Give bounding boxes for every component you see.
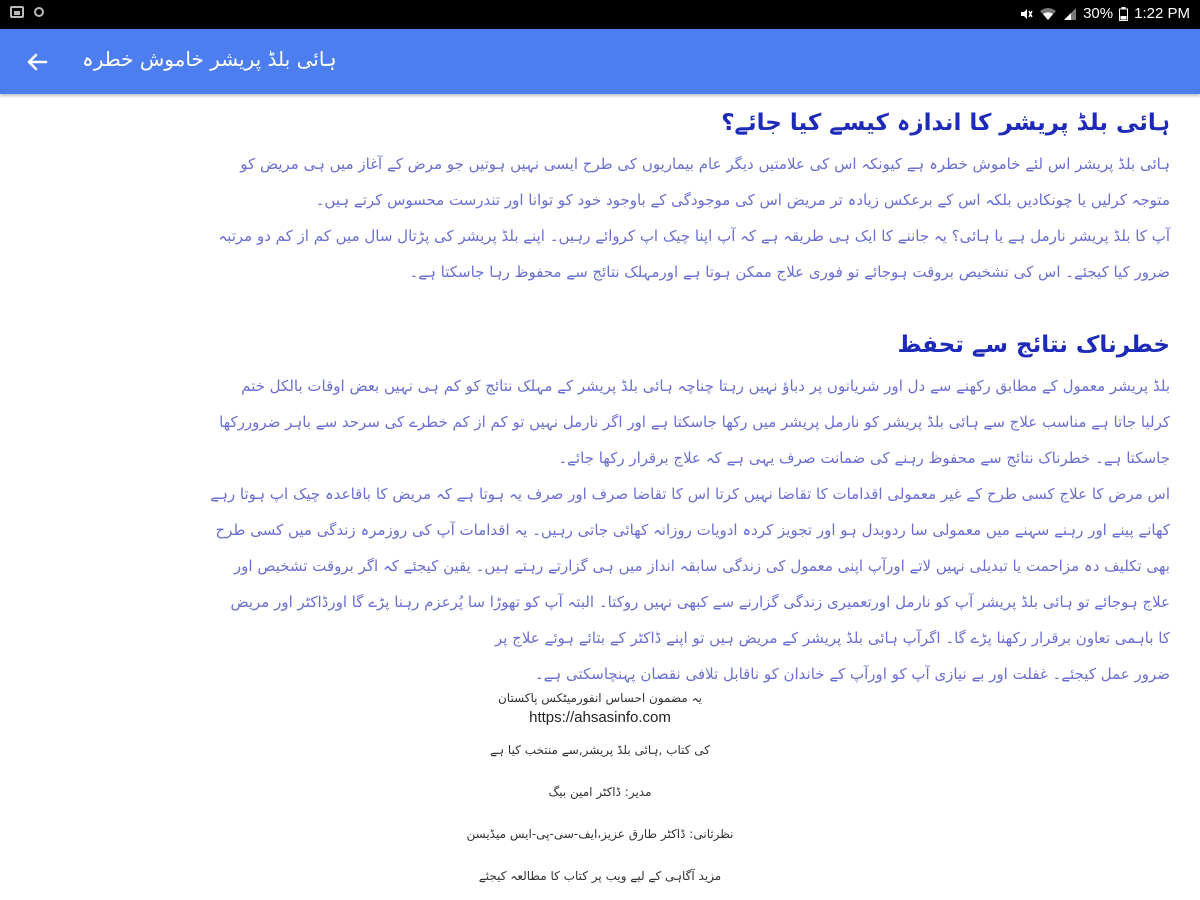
mute-icon	[1019, 7, 1033, 21]
gallery-notification-icon	[10, 6, 24, 18]
paragraph-line: کھانے پینے اور رہنے سہنے میں معمولی سا ردوبدل ہو اور تجویز کردہ ادویات روزانہ کھائی جاتی رہیں۔ یہ اقدامات آپ کی روزمرہ زندگی میں کسی طرح	[215, 521, 1170, 539]
paragraph-line: ضرور کیا کیجئے۔ اس کی تشخیص بروقت ہوجائے تو فوری علاج ممکن ہوتا ہے اورمہلک نتائج سے محفوظ رہا جاسکتا ہے۔	[409, 263, 1170, 281]
arrow-left-icon	[26, 51, 48, 73]
signal-icon	[1063, 7, 1077, 21]
credit-book: کی کتاب ,ہائی بلڈ پریشر,سے منتخب کیا ہے	[490, 743, 710, 757]
paragraph-line: جاسکتا ہے۔ خطرناک نتائج سے محفوظ رہنے کی ضمانت صرف یہی ہے کہ علاج برقرار رکھا جائے۔	[558, 449, 1170, 467]
paragraph-line: بلڈ پریشر معمول کے مطابق رکھنے سے دل اور شریانوں پر دباؤ نہیں رہتا چناچہ ہائی بلڈ پریشر کے مہلک نتائج کو کم ہی نہیں بعض اوقات بالکل ختم	[241, 377, 1170, 395]
back-button[interactable]	[20, 45, 54, 79]
section-spacer	[30, 290, 1170, 322]
paragraph-line: متوجہ کرلیں یا چونکادیں بلکہ اس کے برعکس زیادہ تر مریض اس کی موجودگی کے باوجود خود کو توانا اور تندرست محسوس کرتے ہیں۔	[315, 191, 1170, 209]
credits-block	[30, 688, 1170, 886]
app-bar	[0, 29, 1200, 94]
credit-source: یہ مضمون احساس انفورمیٹکس پاکستان	[497, 691, 702, 705]
paragraph-line: بھی تکلیف دہ مزاحمت یا تبدیلی نہیں لاتے اورآپ اپنی معمول کی زندگی سابقہ انداز میں ہی گزارتے رہتے ہیں۔ یقین کیجئے کہ اگر بروقت تشخیص اور	[233, 557, 1170, 575]
page-title: ہائی بلڈ پریشر خاموش خطرہ	[82, 47, 337, 71]
credit-reviewer: نظرثانی: ڈاکٹر طارق عزیز،ایف-سی-پی-ایس میڈیسن	[466, 827, 734, 841]
battery-percent: 30%	[1083, 5, 1114, 22]
source-link[interactable]: https://ahsasinfo.com	[529, 709, 671, 726]
article-content	[30, 100, 1170, 692]
credit-editor: مدیر: ڈاکٹر امین بیگ	[548, 785, 652, 799]
section-heading-protection: خطرناک نتائج سے تحفظ	[897, 332, 1170, 358]
credit-more-info: مزید آگاہی کے لیے ویب پر کتاب کا مطالعہ کیجئے	[478, 869, 722, 883]
paragraph-line: آپ کا بلڈ پریشر نارمل ہے یا ہائی؟ یہ جاننے کا ایک ہی طریقہ ہے کہ آپ اپنا چیک اپ کروائے رہیں۔ اپنے بلڈ پریشر کی پڑتال سال میں کم از کم دو مرتبہ	[218, 227, 1170, 245]
status-indicators	[1019, 5, 1190, 22]
paragraph-line: ضرور عمل کیجئے۔ غفلت اور بے نیازی آپ کو اورآپ کے خاندان کو ناقابل تلافی نقصان پہنچاسکتی ہے۔	[534, 665, 1170, 683]
paragraph-line: ہائی بلڈ پریشر اس لئے خاموش خطرہ ہے کیونکہ اس کی علامتیں دیگر عام بیماریوں کی طرح ایسی نہیں ہوتیں جو مرض کے آغاز میں ہی مریض کو	[240, 155, 1170, 173]
paragraph-line: اس مرض کا علاج کسی طرح کے غیر معمولی اقدامات کا تقاضا نہیں کرتا اس کا تقاضا صرف اور صرف یہ ہوتا ہے کہ مریض کا باقاعدہ چیک اپ ہوتا رہے	[210, 485, 1170, 503]
paragraph-line: علاج ہوجائے تو ہائی بلڈ پریشر آپ کو نارمل اورتعمیری زندگی گزارنے سے کبھی نہیں روکتا۔ البتہ آپ کو تھوڑا سا پُرعزم رہنا پڑے گا اورڈاکٹر اور مریض	[230, 593, 1170, 611]
paragraph-line: کا باہمی تعاون برقرار رکھنا پڑے گا۔ اگرآپ ہائی بلڈ پریشر کے مریض ہیں تو اپنے ڈاکٹر کے بتائے ہوئے علاج پر	[494, 629, 1170, 647]
battery-icon	[1119, 7, 1128, 21]
clock: 1:22 PM	[1134, 5, 1190, 22]
status-notifications	[10, 6, 44, 18]
sync-notification-icon	[34, 7, 44, 17]
status-bar	[0, 0, 1200, 29]
paragraph-line: کرلیا جاتا ہے مناسب علاج سے ہائی بلڈ پریشر کو نارمل پریشر میں رکھا جاسکتا ہے اور اگر نارمل نہیں تو کم از کم خطرے کی سرحد سے باہر ضروررکھا	[219, 413, 1170, 431]
wifi-icon	[1039, 7, 1057, 21]
section-heading-measure: ہائی بلڈ پریشر کا اندازہ کیسے کیا جائے؟	[721, 110, 1170, 136]
